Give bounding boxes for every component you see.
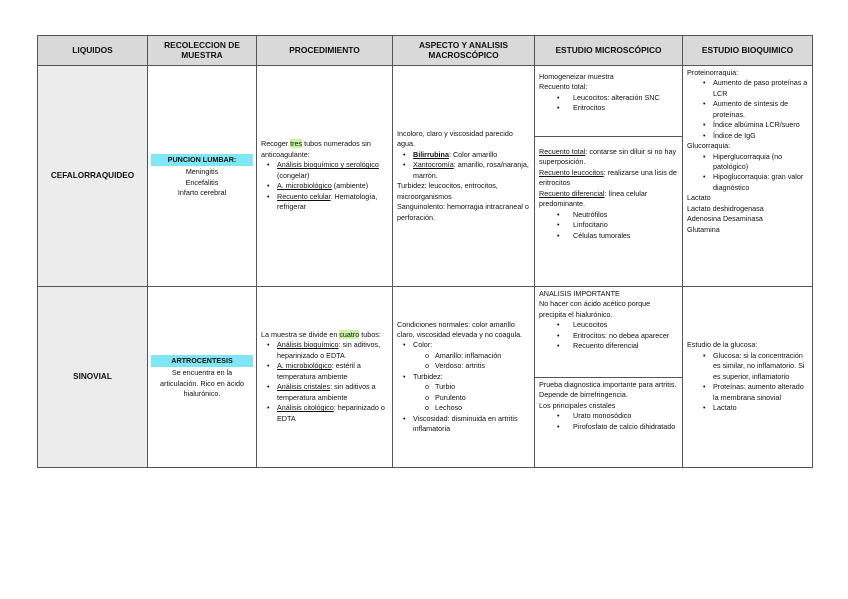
header-liquidos: LIQUIDOS bbox=[38, 36, 148, 66]
text-line: Prueba diagnostica importante para artritis. Depende de birrefringencia. bbox=[539, 380, 677, 400]
list-item: • Leucocitos bbox=[565, 320, 678, 330]
text-line: Recuento diferencial: línea celular predominante. bbox=[539, 188, 648, 209]
list-item: • A. microbiológico: estéril a temperatura ambiente bbox=[277, 361, 388, 382]
header-recoleccion: RECOLECCION DE MUESTRA bbox=[148, 36, 257, 66]
list-item: • Color: o Amarillo: inflamación o Verdoso: artritis bbox=[413, 340, 530, 371]
text-line: Sanguinolento: hemorragia intracraneal o perforación. bbox=[397, 202, 529, 222]
cell-bioquimico bbox=[683, 287, 813, 468]
list-item: • Recuento celular. Hematología, refrigerar bbox=[277, 192, 388, 213]
text-line: Recuento total: contarse sin diluir si no hay superposición. bbox=[539, 147, 677, 167]
text-line: Infarto cerebral bbox=[177, 187, 227, 197]
sub-item: o Amarillo: inflamación bbox=[435, 351, 530, 361]
section-title: Estudio de la glucosa: bbox=[687, 340, 758, 350]
list-item: • Glucosa: si la concentración es similar, no inflamatorio. Si es superior, inflamatorio bbox=[713, 351, 808, 382]
list-item: • A. microbiológico (ambiente) bbox=[277, 181, 388, 191]
text-line: Recuento total: bbox=[539, 82, 588, 92]
text-line: Incoloro, claro y viscosidad parecido agua. bbox=[397, 129, 513, 149]
text-line: Los principales cristales bbox=[539, 400, 616, 410]
cell-procedimiento bbox=[257, 287, 393, 468]
list-item: • Índice albúmina LCR/suero bbox=[713, 120, 808, 130]
header-bioquimico: ESTUDIO BIOQUIMICO bbox=[683, 36, 813, 66]
text-line: Encefalitis bbox=[185, 177, 219, 187]
sub-item: o Verdoso: artritis bbox=[435, 361, 530, 371]
list-item: • Leucocitos: alteración SNC bbox=[565, 93, 678, 103]
list-item: • Aumento de síntesis de proteínas. bbox=[713, 99, 808, 120]
highlight: cuatro bbox=[339, 330, 360, 340]
section-title: Proteinorraquia: bbox=[687, 68, 739, 77]
text-line: Meningitis bbox=[185, 167, 219, 177]
list-item: • Índice de IgG bbox=[713, 131, 808, 141]
text-line: Turbidez: leucocitos, eritrocitos, microorganismos bbox=[397, 181, 498, 201]
list-item: • Análisis cristales: sin aditivos a temperatura ambiente bbox=[277, 382, 388, 403]
list-item: • Viscosidad: disminuida en artritis inflamatoria bbox=[413, 414, 530, 435]
cell-bioquimico bbox=[683, 66, 813, 287]
list-item: • Hiperglucorraquia (no patológico) bbox=[713, 152, 808, 173]
sub-item: o Turbio bbox=[435, 382, 530, 392]
list-item: • Xantocromía: amarillo, rosa/naranja, marrón. bbox=[413, 160, 530, 181]
text-line: Recuento leucocitos: realizarse una lisis de eritrocitos bbox=[539, 167, 677, 188]
text-line: Lactato bbox=[687, 193, 711, 203]
list-item: • Bilirrubina: Color amarillo bbox=[413, 150, 530, 160]
list-item: • Pirofosfato de calcio dihidratado bbox=[565, 422, 678, 432]
header-aspecto: ASPECTO Y ANALISIS MACROSCÓPICO bbox=[393, 36, 535, 66]
list-item: • Turbidez: o Turbio o Purulento o Lechoso bbox=[413, 372, 530, 414]
list-item: • Recuento diferencial bbox=[565, 341, 678, 351]
list-item: • Análisis citológico: heparinizado o EDTA bbox=[277, 403, 388, 424]
cell-microscopico bbox=[535, 66, 683, 287]
list-item: • Hipoglucorraquia: gran valor diagnóstico bbox=[713, 172, 808, 193]
cell-recoleccion bbox=[148, 287, 257, 468]
sub-item: o Purulento bbox=[435, 393, 530, 403]
list-item: • Células tumorales bbox=[565, 231, 678, 241]
text-line: Se encuentra en la articulación. Rico en ácido hialurónico. bbox=[160, 368, 244, 398]
cell-microscopico bbox=[535, 287, 683, 468]
list-item: • Proteínas: aumento alterado la membrana sinovial bbox=[713, 382, 808, 403]
header-microscopico: ESTUDIO MICROSCÓPICO bbox=[535, 36, 683, 66]
header-procedimiento: PROCEDIMIENTO bbox=[257, 36, 393, 66]
list-item: • Eritrocitos bbox=[565, 103, 678, 113]
list-item: • Urato monosódico bbox=[565, 411, 678, 421]
list-item: • Eritrocitos: no debea aparecer bbox=[565, 331, 678, 341]
liquid-name: CEFALORRAQUIDEO bbox=[38, 66, 148, 287]
header-row bbox=[38, 36, 813, 66]
list-item: • Aumento de paso proteínas a LCR bbox=[713, 78, 808, 99]
procedure-tag: ARTROCENTESIS bbox=[151, 355, 253, 367]
cell-aspecto bbox=[393, 66, 535, 287]
list-item: • Análisis bioquímico y serológico (congelar) bbox=[277, 160, 388, 181]
cell-procedimiento bbox=[257, 66, 393, 287]
text-line: No hacer con ácido acético porque precipita el hialurónico. bbox=[539, 299, 651, 319]
text-line: Condiciones normales: color amarillo claro, viscosidad elevada y no coagula. bbox=[397, 319, 523, 340]
intro-text: La muestra se divide en cuatro tubos: bbox=[261, 330, 381, 340]
list-item: • Lactato bbox=[713, 403, 808, 413]
list-item: • Linfocitario bbox=[565, 220, 678, 230]
highlight: tres bbox=[290, 139, 303, 149]
intro-text: Recoger tres tubos numerados sin anticoagulante: bbox=[261, 139, 371, 159]
text-line: Lactato deshidrogenasa bbox=[687, 203, 764, 213]
text-line: Homogeneizar muestra bbox=[539, 72, 614, 81]
row-sinovial bbox=[38, 287, 813, 468]
list-item: • Análisis bioquímico: sin aditivos, heparinizado o EDTA bbox=[277, 340, 388, 361]
row-cefalorraquideo bbox=[38, 66, 813, 287]
text-line: Glutamina bbox=[687, 224, 720, 234]
section-title: Glucorraquia: bbox=[687, 141, 731, 151]
procedure-tag: PUNCION LUMBAR: bbox=[151, 154, 253, 166]
cell-recoleccion bbox=[148, 66, 257, 287]
sub-item: o Lechoso bbox=[435, 403, 530, 413]
text-line: Adenosina Desaminasa bbox=[687, 214, 763, 224]
cell-aspecto bbox=[393, 287, 535, 468]
list-item: • Neutrófilos bbox=[565, 210, 678, 220]
summary-table bbox=[37, 35, 813, 468]
text-line: ANALISIS IMPORTANTE bbox=[539, 289, 620, 298]
liquid-name: SINOVIAL bbox=[38, 287, 148, 468]
